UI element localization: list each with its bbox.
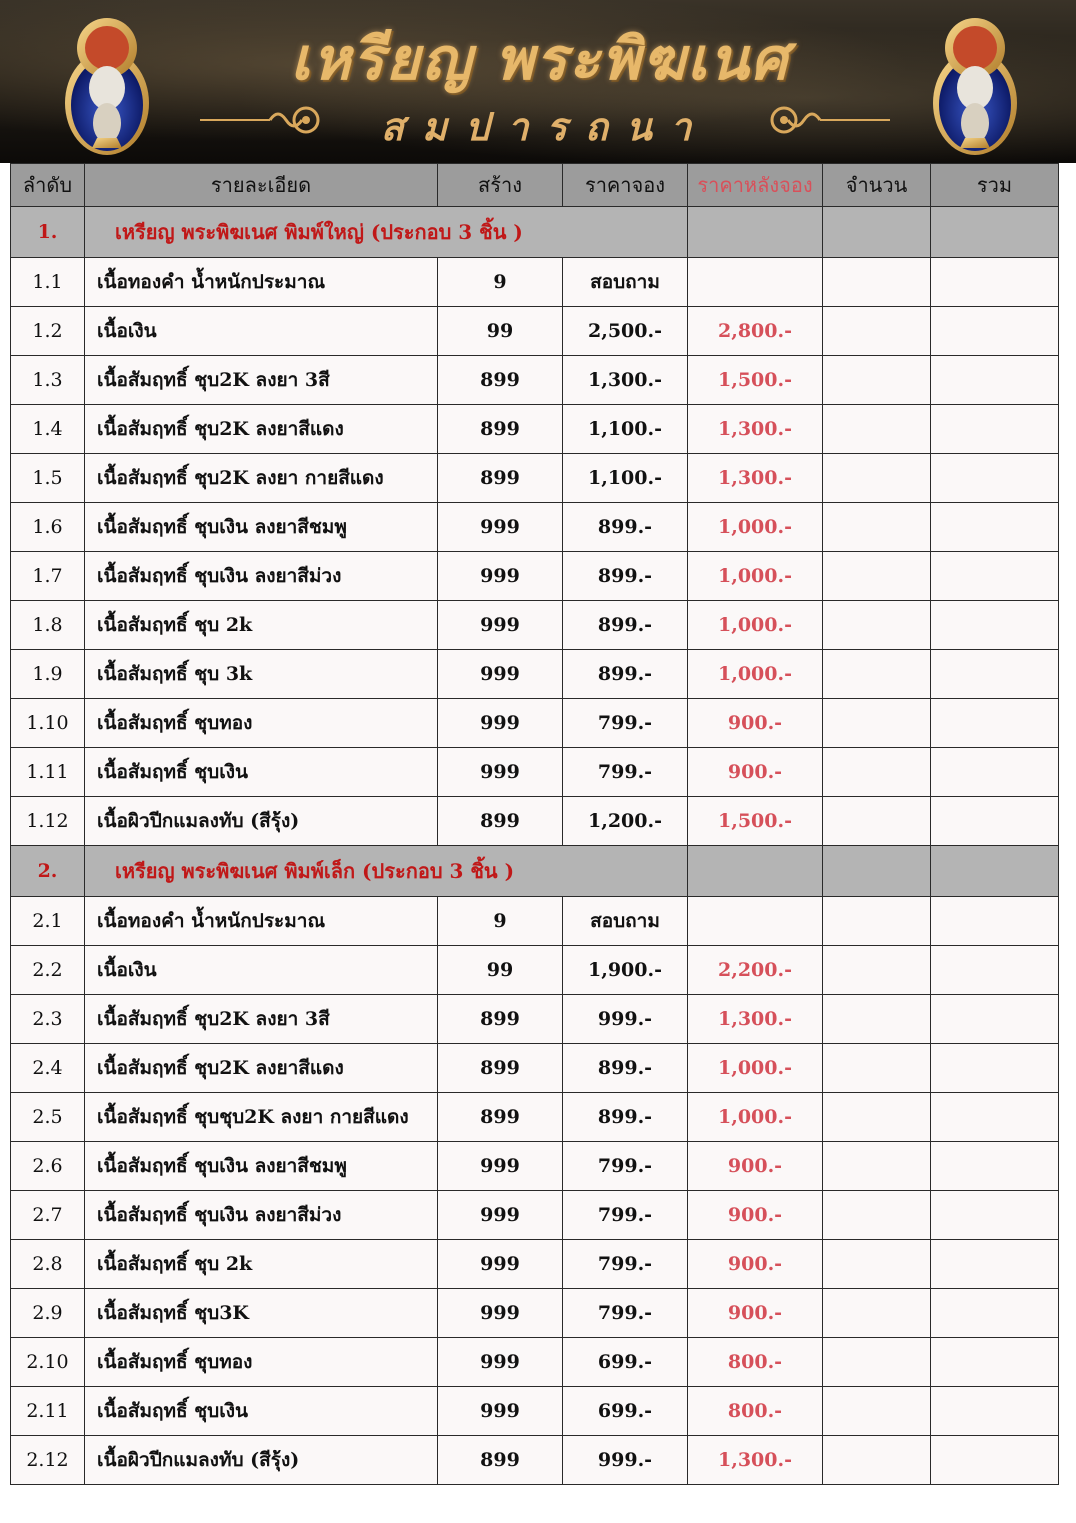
col-header-price: ราคาจอง [563, 164, 688, 207]
item-after-price: 900.- [688, 1240, 823, 1289]
item-reserve-price: 1,100.- [563, 405, 688, 454]
item-total-cell [931, 995, 1059, 1044]
item-qty-cell [823, 307, 931, 356]
header-banner [0, 0, 1076, 163]
item-total-cell [931, 454, 1059, 503]
item-after-price: 1,000.- [688, 1044, 823, 1093]
item-total-cell [931, 356, 1059, 405]
table-row [11, 650, 1059, 699]
item-made-count: 999 [438, 1240, 563, 1289]
section-number: 1. [11, 207, 85, 258]
price-table-wrap [10, 163, 1058, 1485]
item-after-price: 800.- [688, 1338, 823, 1387]
section-empty-cell [823, 207, 931, 258]
item-description: เนื้อทองคำ น้ำหนักประมาณ [85, 897, 438, 946]
item-reserve-price: 899.- [563, 503, 688, 552]
item-qty-cell [823, 1093, 931, 1142]
item-reserve-price: 1,900.- [563, 946, 688, 995]
item-made-count: 999 [438, 1191, 563, 1240]
item-made-count: 999 [438, 699, 563, 748]
item-total-cell [931, 1191, 1059, 1240]
col-header-detail: รายละเอียด [85, 164, 438, 207]
item-reserve-price: 899.- [563, 1044, 688, 1093]
item-code: 2.4 [11, 1044, 85, 1093]
item-total-cell [931, 650, 1059, 699]
section-title: เหรียญ พระพิฆเนศ พิมพ์เล็ก (ประกอบ 3 ชิ้น ) [85, 846, 688, 897]
item-description: เนื้อเงิน [85, 307, 438, 356]
item-qty-cell [823, 405, 931, 454]
item-code: 2.3 [11, 995, 85, 1044]
item-code: 2.1 [11, 897, 85, 946]
item-qty-cell [823, 699, 931, 748]
flourish-left-icon [200, 98, 320, 142]
item-reserve-price: 999.- [563, 1436, 688, 1485]
item-description: เนื้อสัมฤทธิ์ ชุบ2K ลงยา 3สี [85, 995, 438, 1044]
item-reserve-price: 999.- [563, 995, 688, 1044]
table-row [11, 1191, 1059, 1240]
item-description: เนื้อสัมฤทธิ์ ชุบ2K ลงยา กายสีแดง [85, 454, 438, 503]
item-reserve-price: 799.- [563, 748, 688, 797]
item-code: 1.11 [11, 748, 85, 797]
item-code: 2.5 [11, 1093, 85, 1142]
section-row [11, 846, 1059, 897]
item-code: 1.4 [11, 405, 85, 454]
section-empty-cell [688, 207, 823, 258]
item-total-cell [931, 1044, 1059, 1093]
item-code: 2.9 [11, 1289, 85, 1338]
item-reserve-price: 1,300.- [563, 356, 688, 405]
item-made-count: 99 [438, 946, 563, 995]
item-made-count: 999 [438, 552, 563, 601]
table-row [11, 1338, 1059, 1387]
item-code: 1.7 [11, 552, 85, 601]
item-qty-cell [823, 1240, 931, 1289]
table-row [11, 1240, 1059, 1289]
item-after-price: 900.- [688, 1142, 823, 1191]
item-code: 1.12 [11, 797, 85, 846]
section-row [11, 207, 1059, 258]
item-qty-cell [823, 897, 931, 946]
table-row [11, 405, 1059, 454]
item-description: เนื้อเงิน [85, 946, 438, 995]
item-made-count: 899 [438, 405, 563, 454]
table-row [11, 748, 1059, 797]
item-code: 2.12 [11, 1436, 85, 1485]
table-row [11, 1387, 1059, 1436]
item-made-count: 999 [438, 1289, 563, 1338]
item-code: 1.9 [11, 650, 85, 699]
table-row [11, 699, 1059, 748]
item-description: เนื้อสัมฤทธิ์ ชุบ2K ลงยา 3สี [85, 356, 438, 405]
item-qty-cell [823, 1289, 931, 1338]
table-row [11, 946, 1059, 995]
item-made-count: 9 [438, 897, 563, 946]
item-after-price: 1,000.- [688, 1093, 823, 1142]
item-made-count: 999 [438, 1387, 563, 1436]
item-total-cell [931, 897, 1059, 946]
item-description: เนื้อสัมฤทธิ์ ชุบเงิน ลงยาสีม่วง [85, 1191, 438, 1240]
col-header-after: ราคาหลังจอง [688, 164, 823, 207]
banner-subtitle-group [200, 92, 890, 149]
flourish-right-icon [770, 98, 890, 142]
item-total-cell [931, 748, 1059, 797]
item-description: เนื้อผิวปีกแมลงทับ (สีรุ้ง) [85, 1436, 438, 1485]
item-total-cell [931, 1436, 1059, 1485]
section-number: 2. [11, 846, 85, 897]
item-qty-cell [823, 995, 931, 1044]
item-after-price: 1,300.- [688, 405, 823, 454]
item-code: 1.5 [11, 454, 85, 503]
item-reserve-price: สอบถาม [563, 897, 688, 946]
item-reserve-price: 1,200.- [563, 797, 688, 846]
item-qty-cell [823, 454, 931, 503]
section-empty-cell [931, 207, 1059, 258]
item-reserve-price: 899.- [563, 601, 688, 650]
item-qty-cell [823, 601, 931, 650]
item-after-price: 900.- [688, 699, 823, 748]
item-total-cell [931, 1289, 1059, 1338]
table-row [11, 454, 1059, 503]
item-code: 1.2 [11, 307, 85, 356]
item-description: เนื้อสัมฤทธิ์ ชุบชุบ2K ลงยา กายสีแดง [85, 1093, 438, 1142]
col-header-qty: จำนวน [823, 164, 931, 207]
item-made-count: 999 [438, 650, 563, 699]
item-description: เนื้อสัมฤทธิ์ ชุบทอง [85, 699, 438, 748]
item-description: เนื้อสัมฤทธิ์ ชุบเงิน ลงยาสีม่วง [85, 552, 438, 601]
item-code: 1.1 [11, 258, 85, 307]
item-made-count: 899 [438, 995, 563, 1044]
item-reserve-price: 799.- [563, 1142, 688, 1191]
item-after-price: 1,500.- [688, 797, 823, 846]
item-reserve-price: 2,500.- [563, 307, 688, 356]
item-total-cell [931, 552, 1059, 601]
item-after-price: 800.- [688, 1387, 823, 1436]
item-made-count: 899 [438, 1044, 563, 1093]
ganesha-amulet-left-icon [62, 8, 152, 158]
item-description: เนื้อสัมฤทธิ์ ชุบเงิน ลงยาสีชมพู [85, 1142, 438, 1191]
item-qty-cell [823, 1387, 931, 1436]
item-description: เนื้อสัมฤทธิ์ ชุบเงิน ลงยาสีชมพู [85, 503, 438, 552]
item-total-cell [931, 307, 1059, 356]
item-qty-cell [823, 258, 931, 307]
item-qty-cell [823, 1191, 931, 1240]
item-reserve-price: 699.- [563, 1387, 688, 1436]
item-made-count: 999 [438, 748, 563, 797]
banner-title: เหรียญ พระพิฆเนศ [290, 25, 790, 93]
item-reserve-price: สอบถาม [563, 258, 688, 307]
table-row [11, 797, 1059, 846]
item-total-cell [931, 797, 1059, 846]
item-after-price: 2,200.- [688, 946, 823, 995]
item-code: 1.10 [11, 699, 85, 748]
item-after-price: 1,000.- [688, 601, 823, 650]
item-description: เนื้อทองคำ น้ำหนักประมาณ [85, 258, 438, 307]
item-made-count: 899 [438, 797, 563, 846]
table-row [11, 1044, 1059, 1093]
item-total-cell [931, 1387, 1059, 1436]
item-after-price: 900.- [688, 748, 823, 797]
item-reserve-price: 899.- [563, 552, 688, 601]
table-body [11, 207, 1059, 1485]
item-total-cell [931, 1093, 1059, 1142]
item-qty-cell [823, 946, 931, 995]
item-qty-cell [823, 797, 931, 846]
item-after-price: 900.- [688, 1191, 823, 1240]
item-reserve-price: 1,100.- [563, 454, 688, 503]
item-after-price: 1,300.- [688, 1436, 823, 1485]
item-code: 2.6 [11, 1142, 85, 1191]
item-total-cell [931, 503, 1059, 552]
section-empty-cell [688, 846, 823, 897]
table-row [11, 1142, 1059, 1191]
item-after-price: 1,000.- [688, 552, 823, 601]
item-total-cell [931, 258, 1059, 307]
item-made-count: 999 [438, 601, 563, 650]
item-total-cell [931, 699, 1059, 748]
item-code: 1.6 [11, 503, 85, 552]
item-code: 2.10 [11, 1338, 85, 1387]
col-header-total: รวม [931, 164, 1059, 207]
item-made-count: 99 [438, 307, 563, 356]
ganesha-amulet-right-icon [930, 8, 1020, 158]
item-total-cell [931, 601, 1059, 650]
item-reserve-price: 799.- [563, 699, 688, 748]
item-code: 2.8 [11, 1240, 85, 1289]
price-table [10, 163, 1059, 1485]
item-made-count: 999 [438, 503, 563, 552]
item-total-cell [931, 405, 1059, 454]
item-reserve-price: 799.- [563, 1240, 688, 1289]
item-total-cell [931, 1142, 1059, 1191]
item-after-price [688, 897, 823, 946]
item-qty-cell [823, 356, 931, 405]
item-made-count: 9 [438, 258, 563, 307]
section-empty-cell [931, 846, 1059, 897]
item-description: เนื้อสัมฤทธิ์ ชุบทอง [85, 1338, 438, 1387]
item-code: 2.7 [11, 1191, 85, 1240]
table-row [11, 897, 1059, 946]
item-made-count: 999 [438, 1338, 563, 1387]
table-row [11, 601, 1059, 650]
item-code: 2.2 [11, 946, 85, 995]
item-reserve-price: 699.- [563, 1338, 688, 1387]
table-row [11, 1436, 1059, 1485]
item-made-count: 899 [438, 1436, 563, 1485]
item-qty-cell [823, 503, 931, 552]
item-qty-cell [823, 748, 931, 797]
item-made-count: 999 [438, 1142, 563, 1191]
table-header-row [11, 164, 1059, 207]
item-reserve-price: 899.- [563, 1093, 688, 1142]
item-total-cell [931, 1240, 1059, 1289]
item-code: 1.8 [11, 601, 85, 650]
item-after-price: 1,000.- [688, 650, 823, 699]
table-row [11, 552, 1059, 601]
item-total-cell [931, 1338, 1059, 1387]
item-reserve-price: 799.- [563, 1191, 688, 1240]
item-description: เนื้อสัมฤทธิ์ ชุบ2K ลงยาสีแดง [85, 1044, 438, 1093]
item-qty-cell [823, 552, 931, 601]
section-empty-cell [823, 846, 931, 897]
col-header-made: สร้าง [438, 164, 563, 207]
table-row [11, 1093, 1059, 1142]
item-reserve-price: 799.- [563, 1289, 688, 1338]
item-after-price [688, 258, 823, 307]
item-code: 2.11 [11, 1387, 85, 1436]
item-after-price: 1,300.- [688, 995, 823, 1044]
item-qty-cell [823, 1142, 931, 1191]
item-reserve-price: 899.- [563, 650, 688, 699]
item-after-price: 1,000.- [688, 503, 823, 552]
item-total-cell [931, 946, 1059, 995]
banner-subtitle: สมปารถนา [380, 104, 710, 149]
table-row [11, 1289, 1059, 1338]
item-description: เนื้อสัมฤทธิ์ ชุบ 2k [85, 1240, 438, 1289]
table-row [11, 503, 1059, 552]
table-row [11, 356, 1059, 405]
item-qty-cell [823, 1436, 931, 1485]
table-row [11, 258, 1059, 307]
item-made-count: 899 [438, 454, 563, 503]
item-qty-cell [823, 1338, 931, 1387]
item-description: เนื้อสัมฤทธิ์ ชุบ3K [85, 1289, 438, 1338]
item-description: เนื้อสัมฤทธิ์ ชุบ 3k [85, 650, 438, 699]
item-code: 1.3 [11, 356, 85, 405]
table-row [11, 995, 1059, 1044]
section-title: เหรียญ พระพิฆเนศ พิมพ์ใหญ่ (ประกอบ 3 ชิ้น ) [85, 207, 688, 258]
item-description: เนื้อผิวปีกแมลงทับ (สีรุ้ง) [85, 797, 438, 846]
item-after-price: 900.- [688, 1289, 823, 1338]
item-description: เนื้อสัมฤทธิ์ ชุบเงิน [85, 1387, 438, 1436]
item-description: เนื้อสัมฤทธิ์ ชุบ2K ลงยาสีแดง [85, 405, 438, 454]
item-made-count: 899 [438, 356, 563, 405]
item-made-count: 899 [438, 1093, 563, 1142]
item-description: เนื้อสัมฤทธิ์ ชุบ 2k [85, 601, 438, 650]
item-qty-cell [823, 1044, 931, 1093]
item-qty-cell [823, 650, 931, 699]
item-after-price: 1,500.- [688, 356, 823, 405]
item-description: เนื้อสัมฤทธิ์ ชุบเงิน [85, 748, 438, 797]
table-row [11, 307, 1059, 356]
item-after-price: 1,300.- [688, 454, 823, 503]
item-after-price: 2,800.- [688, 307, 823, 356]
col-header-no: ลำดับ [11, 164, 85, 207]
